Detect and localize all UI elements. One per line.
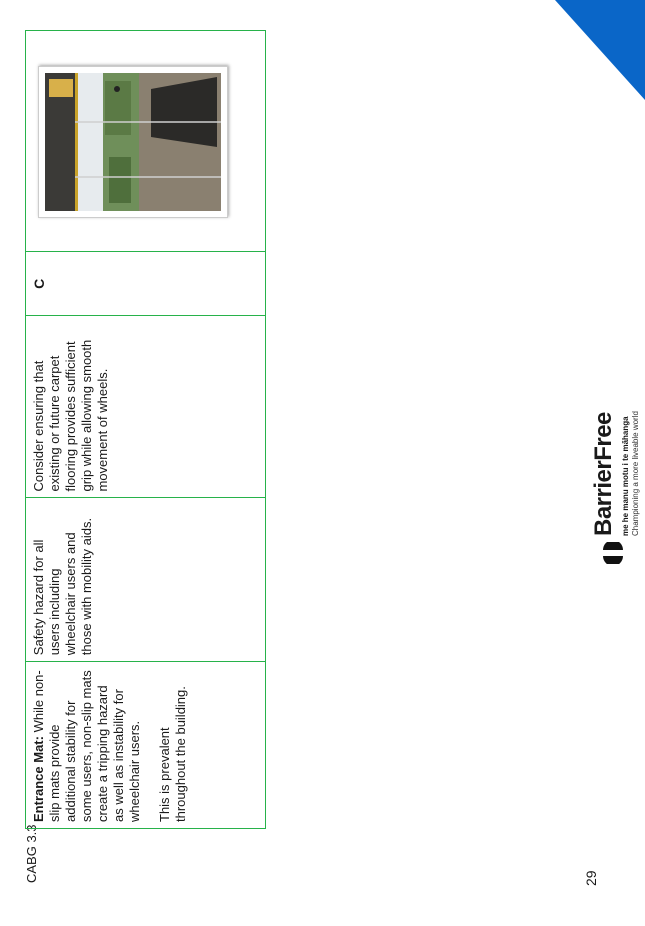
issue-description [31, 668, 143, 822]
entrance-mat-photo [38, 66, 228, 218]
table-row [26, 31, 266, 829]
recommendation-cell [26, 316, 266, 498]
logo-tagline-maori: me he manu motu i te māhanga [621, 416, 630, 536]
recommendation-text: Consider ensuring that existing or future carpet flooring provides sufficient grip while allowing smooth movement of wheels. [31, 339, 110, 492]
page-number: 29 [583, 870, 599, 886]
issue-text: While non-slip mats provide additional stability for some users, non-slip mats create a tripping hazard as well as instability for wheelchair users. [31, 670, 142, 822]
issue-note: This is prevalent throughout the building. [157, 686, 188, 822]
issue-title: Entrance Mat: [31, 736, 46, 822]
corner-accent [555, 0, 645, 100]
barrierfree-logo [588, 364, 644, 564]
logo-mark-icon [602, 542, 624, 564]
impact-cell [26, 498, 266, 662]
issue-cell [26, 662, 266, 829]
logo-brand: BarrierFree [590, 412, 617, 536]
reference-code: CABG 3.3 [24, 824, 39, 883]
audit-table [25, 30, 266, 829]
impact-text: Safety hazard for all users including wheelchair users and those with mobility aids. [31, 517, 94, 656]
logo-tagline-english: Championing a more liveable world [631, 411, 640, 536]
photo-cell [26, 31, 266, 252]
rating-value: C [31, 278, 47, 289]
rating-cell [26, 252, 266, 316]
